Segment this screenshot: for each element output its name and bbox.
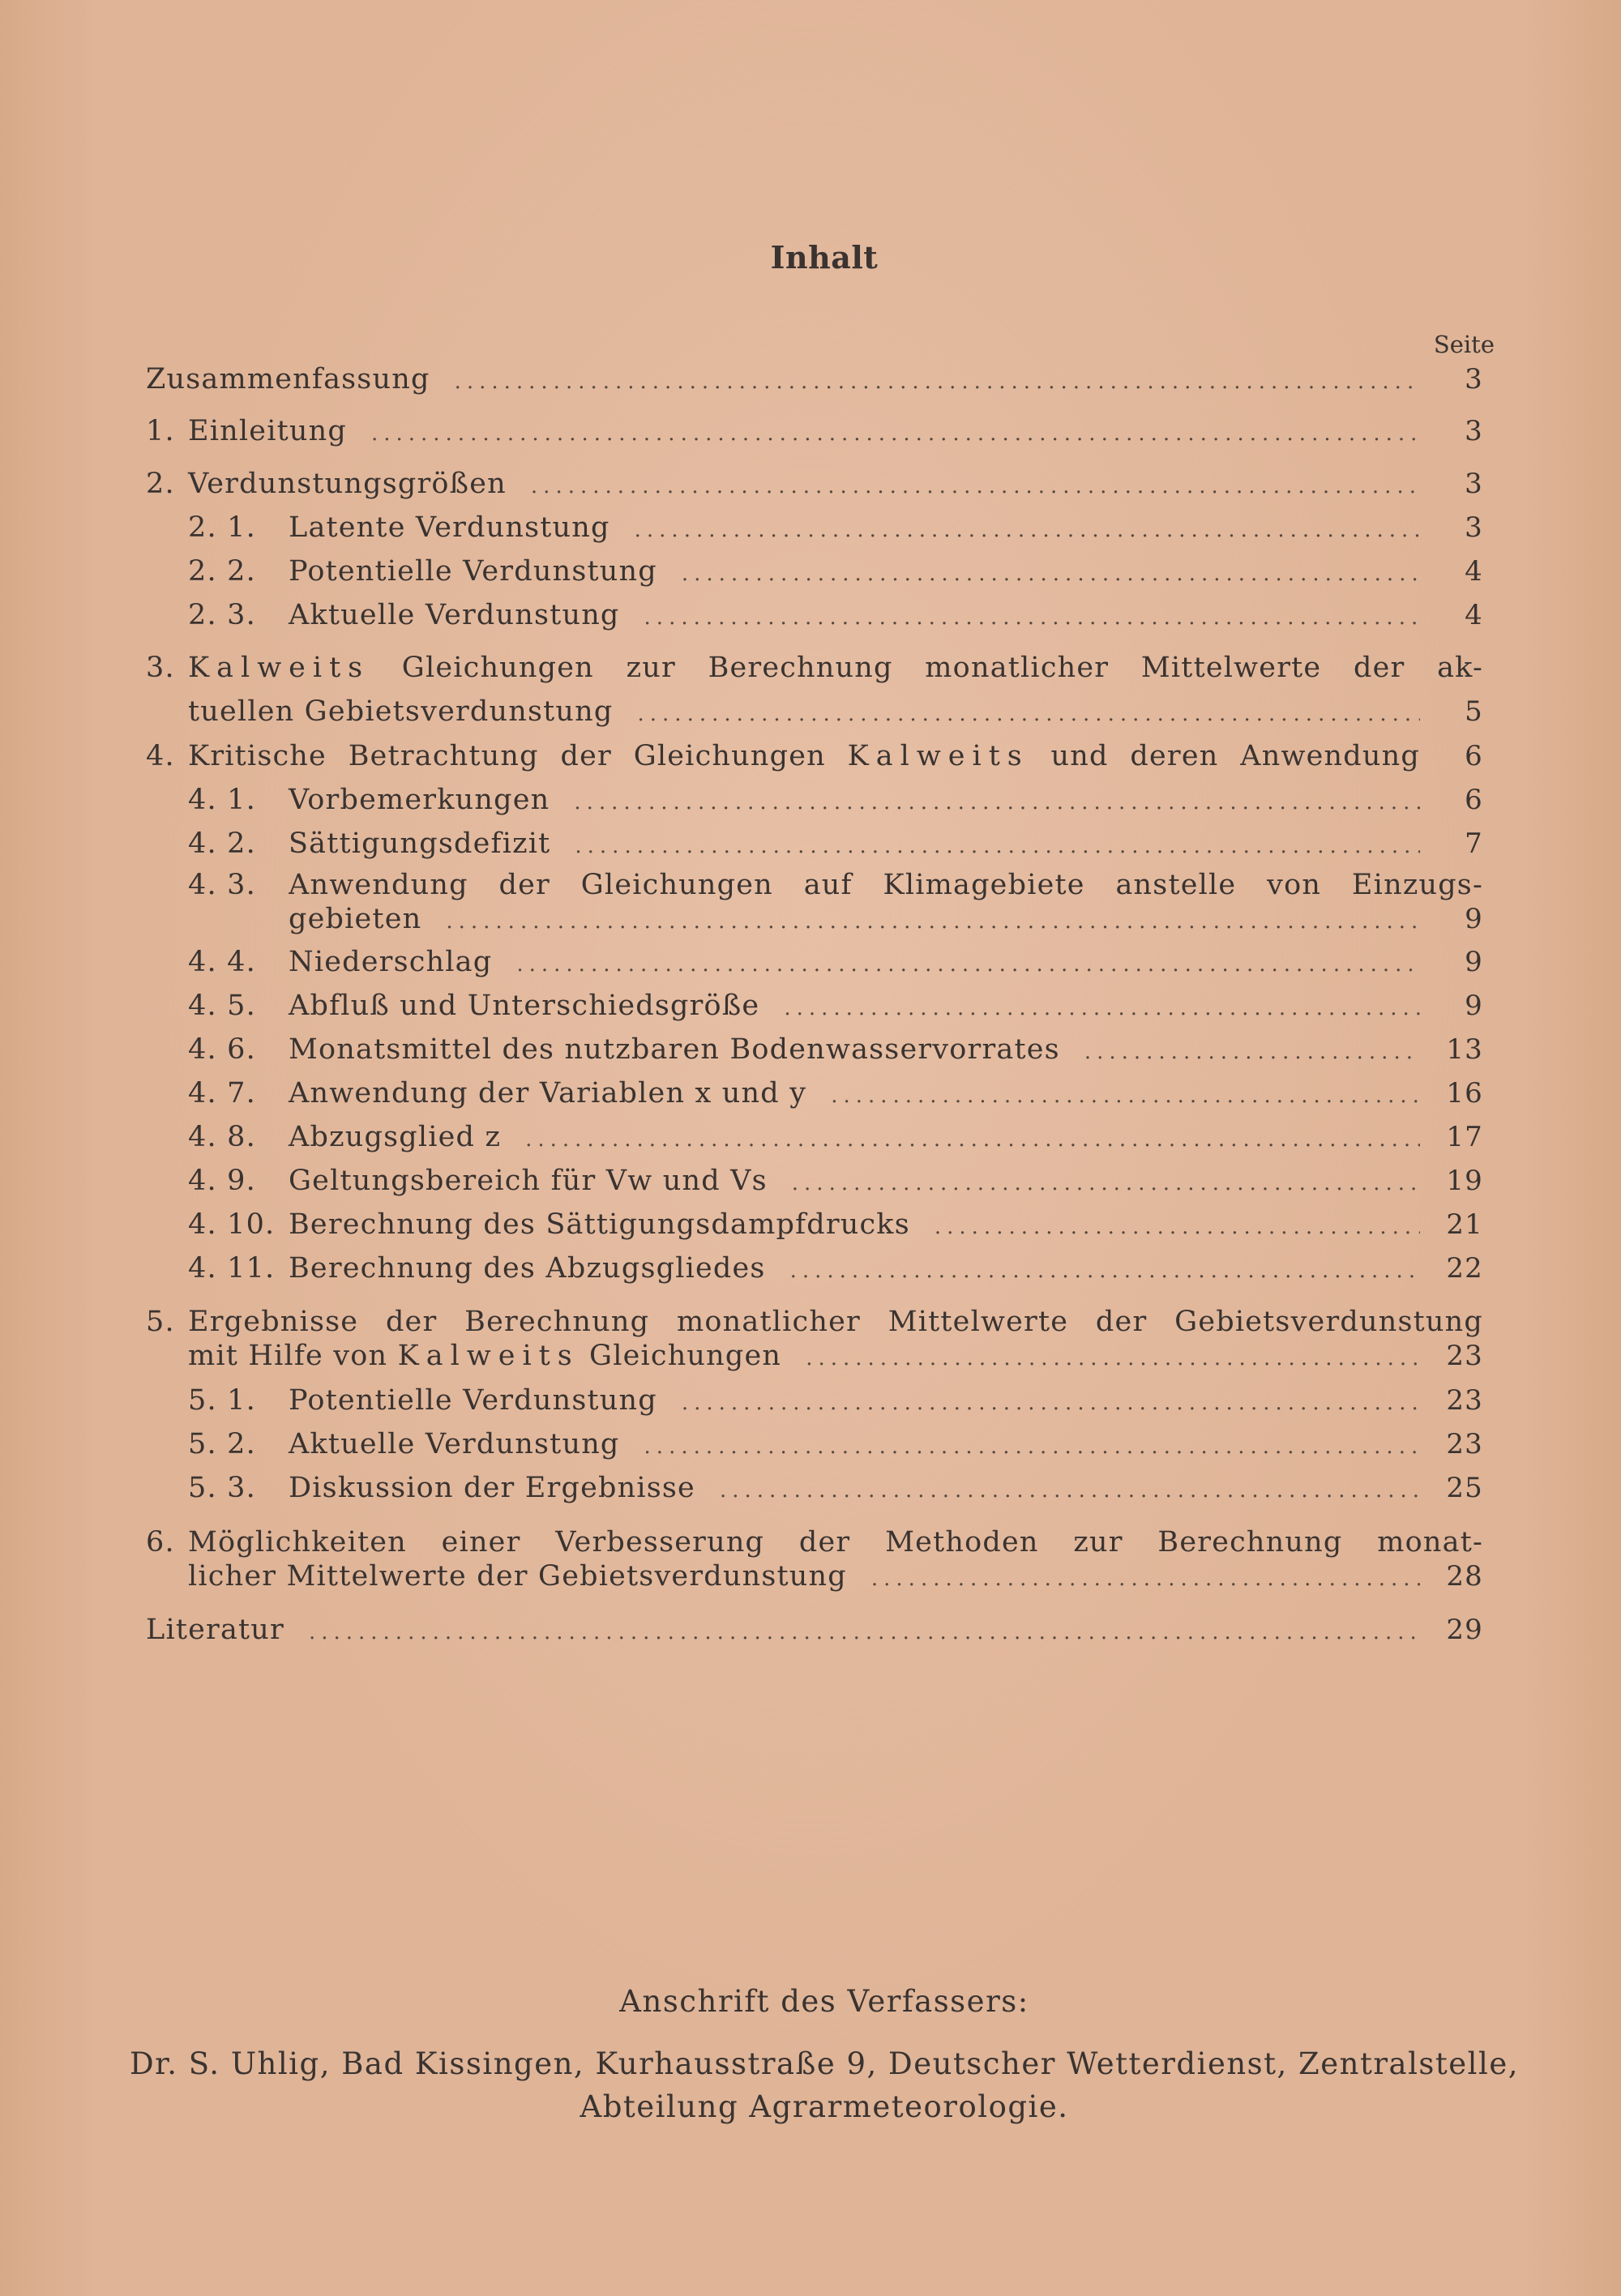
- dot-leader: [831, 1074, 1420, 1118]
- toc-title: Sättigungsdefizit: [289, 827, 551, 860]
- toc-number: 4. 1.: [188, 784, 256, 816]
- toc-number: 5. 1.: [188, 1384, 256, 1417]
- toc-page-number: 23: [1446, 1340, 1483, 1372]
- toc-page-number: 23: [1446, 1384, 1483, 1417]
- toc-number: 2. 2.: [188, 555, 256, 588]
- toc-page-number: 3: [1465, 511, 1483, 544]
- toc-entry-5-2: [146, 1422, 1483, 1466]
- toc-number: 5. 3.: [188, 1472, 256, 1504]
- toc-title-line: Anwendung der Gleichungen auf Klimagebiete anstelle von Einzugs-: [289, 869, 1483, 901]
- toc-entry-4-3: [146, 863, 1483, 941]
- toc-title: Abfluß und Unterschiedsgröße: [289, 990, 760, 1022]
- toc-page-number: 6: [1465, 740, 1483, 772]
- toc-title-line: Ergebnisse der Berechnung monatlicher Mittelwerte der Gebietsverdunstung: [188, 1306, 1483, 1338]
- toc-entry-2-3: [146, 593, 1483, 637]
- toc-entry-literatur: [146, 1608, 1483, 1652]
- toc-title: Potentielle Verdunstung: [289, 555, 657, 588]
- toc-entry-2: [146, 462, 1483, 506]
- toc-entry-4-11: [146, 1246, 1483, 1290]
- toc-entry-4-9: [146, 1159, 1483, 1203]
- toc-number: 4. 4.: [188, 946, 256, 978]
- toc-title: Verdunstungsgrößen: [188, 468, 507, 500]
- toc-page-number: 3: [1465, 415, 1483, 447]
- toc-page-number: 29: [1446, 1614, 1483, 1646]
- toc-page-number: 4: [1465, 599, 1483, 631]
- toc-title-line: Möglichkeiten einer Verbesserung der Methoden zur Berechnung monat-: [188, 1526, 1483, 1558]
- toc-page-number: 9: [1465, 990, 1483, 1022]
- toc-page-number: 25: [1446, 1472, 1483, 1504]
- toc-number: 4. 6.: [188, 1033, 256, 1066]
- dot-leader: [806, 1336, 1420, 1380]
- toc-page-number: 17: [1446, 1121, 1483, 1153]
- toc-entry-4-8: [146, 1115, 1483, 1159]
- toc-entry-4-5: [146, 984, 1483, 1028]
- dot-leader: [790, 1249, 1420, 1293]
- dot-leader: [682, 1381, 1420, 1425]
- toc-page-number: 4: [1465, 555, 1483, 588]
- dot-leader: [720, 1469, 1420, 1512]
- author-address-line-2: Abteilung Agrarmeteorologie.: [580, 2089, 1069, 2124]
- toc-entry-2-2: [146, 549, 1483, 593]
- toc-number: 4. 3.: [188, 869, 256, 901]
- toc-page-number: 21: [1446, 1208, 1483, 1241]
- toc-title: Berechnung des Abzugsgliedes: [289, 1252, 766, 1285]
- author-name-spaced: Kalweits: [188, 652, 370, 684]
- toc-title-continuation: licher Mittelwerte der Gebietsverdunstung: [188, 1560, 847, 1593]
- dot-leader: [455, 360, 1420, 404]
- dot-leader: [635, 508, 1420, 552]
- toc-title-line: Kritische Betrachtung der Gleichungen Kalweits und deren Anwendung: [188, 740, 1420, 772]
- toc-title: Diskussion der Ergebnisse: [289, 1472, 695, 1504]
- toc-entry-zusammenfassung: [146, 357, 1483, 401]
- author-address-label: Anschrift des Verfassers:: [619, 1984, 1029, 2019]
- toc-page-number: 19: [1446, 1165, 1483, 1197]
- toc-title: Aktuelle Verdunstung: [289, 1428, 620, 1460]
- dot-leader: [309, 1610, 1420, 1654]
- toc-entry-4-2: [146, 822, 1483, 866]
- toc-title-continuation: tuellen Gebietsverdunstung: [188, 695, 614, 728]
- toc-page-number: 16: [1446, 1077, 1483, 1110]
- dot-leader: [871, 1557, 1420, 1601]
- toc-page-number: 6: [1465, 784, 1483, 816]
- toc-title: Einleitung: [188, 415, 347, 447]
- toc-number: 3.: [146, 652, 175, 684]
- toc-title: Vorbemerkungen: [289, 784, 550, 816]
- toc-number: 4.: [146, 740, 175, 772]
- author-name-spaced: Kalweits: [847, 740, 1029, 772]
- toc-number: 4. 5.: [188, 990, 256, 1022]
- dot-leader: [792, 1161, 1420, 1205]
- toc-title-line: Kalweits Gleichungen zur Berechnung monatlicher Mittelwerte der ak-: [188, 652, 1483, 684]
- dot-leader: [682, 552, 1420, 596]
- toc-entry-5-3: [146, 1466, 1483, 1510]
- toc-number: 1.: [146, 415, 175, 447]
- toc-title: Literatur: [146, 1614, 284, 1646]
- toc-number: 2.: [146, 468, 175, 500]
- toc-page-number: 23: [1446, 1428, 1483, 1460]
- author-name-spaced: Kalweits: [397, 1340, 580, 1372]
- dot-leader: [638, 692, 1420, 736]
- toc-title: Aktuelle Verdunstung: [289, 599, 620, 631]
- dot-leader: [644, 1425, 1420, 1469]
- toc-number: 4. 10.: [188, 1208, 276, 1241]
- toc-entry-1: [146, 409, 1483, 453]
- toc-title: Berechnung des Sättigungsdampfdrucks: [289, 1208, 910, 1241]
- toc-entry-3: [146, 646, 1483, 733]
- toc-number: 4. 9.: [188, 1165, 256, 1197]
- toc-page-number: 5: [1465, 695, 1483, 728]
- page-column-header: Seite: [1433, 331, 1495, 358]
- dot-leader: [1084, 1030, 1420, 1074]
- toc-page-number: 9: [1465, 903, 1483, 935]
- toc-number: 4. 7.: [188, 1077, 256, 1110]
- toc-number: 4. 11.: [188, 1252, 276, 1285]
- toc-entry-4-7: [146, 1071, 1483, 1115]
- page-title: Inhalt: [770, 239, 879, 276]
- toc-page-number: 22: [1446, 1252, 1483, 1285]
- toc-number: 4. 8.: [188, 1121, 256, 1153]
- dot-leader: [784, 986, 1420, 1030]
- toc-number: 6.: [146, 1526, 175, 1558]
- author-address-line-1: Dr. S. Uhlig, Bad Kissingen, Kurhausstraße 9, Deutscher Wetterdienst, Zentralstelle,: [129, 2046, 1520, 2081]
- toc-title-continuation: mit Hilfe von Kalweits Gleichungen: [188, 1340, 782, 1372]
- toc-title: Abzugsglied z: [289, 1121, 502, 1153]
- toc-entry-2-1: [146, 506, 1483, 549]
- toc-entry-4-4: [146, 940, 1483, 984]
- toc-number: 2. 1.: [188, 511, 256, 544]
- dot-leader: [575, 824, 1420, 868]
- toc-page-number: 28: [1446, 1560, 1483, 1593]
- toc-title: Potentielle Verdunstung: [289, 1384, 657, 1417]
- dot-leader: [516, 943, 1420, 986]
- dot-leader: [644, 596, 1420, 639]
- toc-number: 2. 3.: [188, 599, 256, 631]
- dot-leader: [574, 780, 1420, 824]
- toc-title-continuation: gebieten: [289, 903, 422, 935]
- toc-title: Latente Verdunstung: [289, 511, 610, 544]
- toc-title: Geltungsbereich für Vw und Vs: [289, 1165, 768, 1197]
- toc-number: 4. 2.: [188, 827, 256, 860]
- dot-leader: [531, 464, 1420, 508]
- dot-leader: [525, 1118, 1420, 1161]
- toc-page-number: 3: [1465, 363, 1483, 395]
- dot-leader: [446, 900, 1420, 943]
- toc-entry-4-6: [146, 1028, 1483, 1071]
- toc-page-number: 7: [1465, 827, 1483, 860]
- toc-entry-6: [146, 1520, 1483, 1598]
- toc-title: Monatsmittel des nutzbaren Bodenwasservorrates: [289, 1033, 1060, 1066]
- toc-page-number: 3: [1465, 468, 1483, 500]
- toc-number: 5.: [146, 1306, 175, 1338]
- toc-entry-4: [146, 734, 1483, 778]
- toc-title: Zusammenfassung: [146, 363, 430, 395]
- dot-leader: [935, 1205, 1420, 1249]
- toc-title: Anwendung der Variablen x und y: [289, 1077, 807, 1110]
- toc-title: Niederschlag: [289, 946, 493, 978]
- dot-leader: [371, 412, 1420, 455]
- toc-page-number: 13: [1446, 1033, 1483, 1066]
- toc-number: 5. 2.: [188, 1428, 256, 1460]
- toc-entry-5: [146, 1300, 1483, 1378]
- toc-entry-4-1: [146, 778, 1483, 822]
- toc-entry-4-10: [146, 1203, 1483, 1246]
- toc-entry-5-1: [146, 1379, 1483, 1422]
- toc-page-number: 9: [1465, 946, 1483, 978]
